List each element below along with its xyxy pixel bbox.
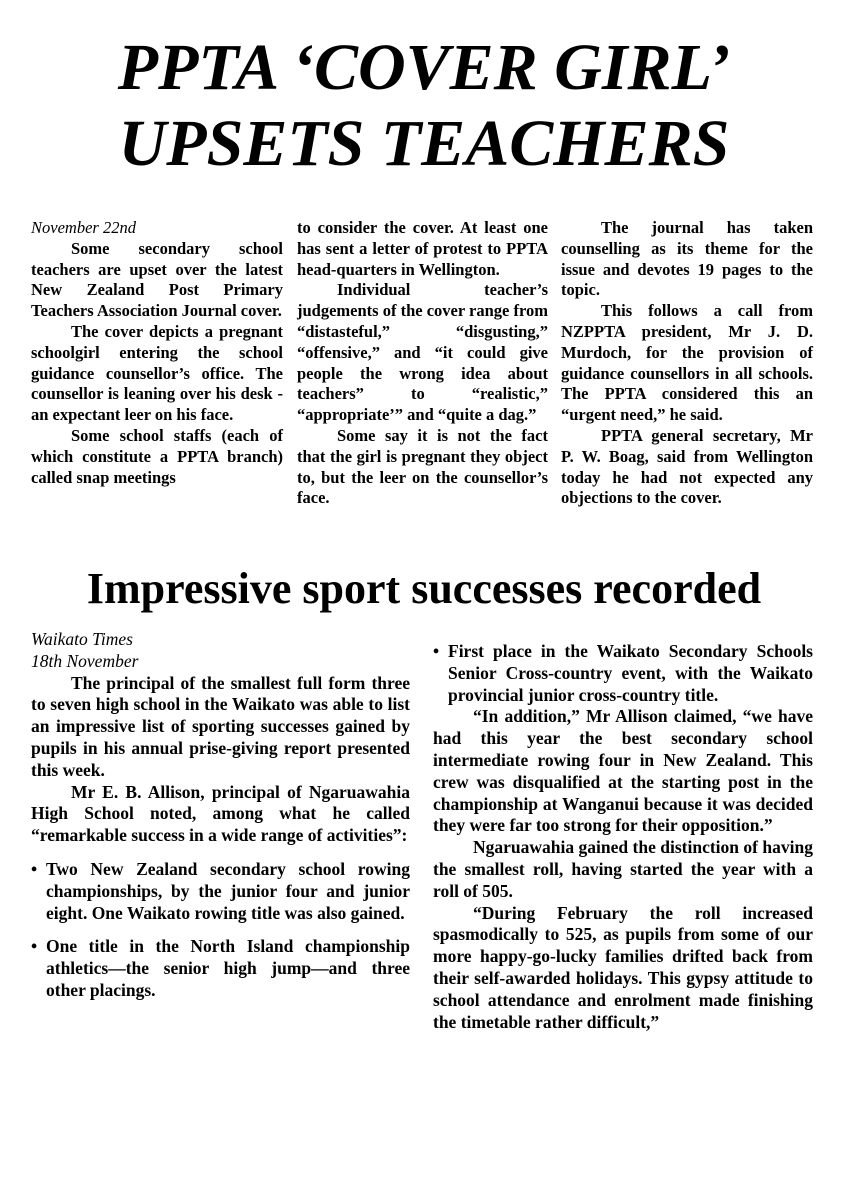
article1-paragraph: This follows a call from NZPPTA president, Mr J. D. Murdoch, for the provision of guidance counsellors in all schools. The PPTA considered this an “urgent need,” he said. xyxy=(561,301,813,425)
article1-paragraph: PPTA general secretary, Mr P. W. Boag, said from Wellington today he had not expected any objections to the cover. xyxy=(561,425,813,508)
article1-headline-line1: PPTA ‘COVER GIRL’ xyxy=(117,31,731,104)
bullet-icon: • xyxy=(433,641,440,661)
article1-paragraph: Some secondary school teachers are upset over the latest New Zealand Post Primary Teachers Association Journal cover. xyxy=(31,238,283,321)
bullet-icon: • xyxy=(31,936,38,957)
article1-paragraph-continued: to consider the cover. At least one has sent a letter of protest to PPTA head-quarters in Wellington. xyxy=(297,218,548,279)
article2-source: Waikato Times xyxy=(31,629,133,649)
article1-column-1 xyxy=(31,218,283,488)
article2-column-1 xyxy=(31,629,410,1002)
article2-headline: Impressive sport successes recorded xyxy=(86,564,762,613)
article2-bullet-item xyxy=(31,936,410,1001)
bullet-text: First place in the Waikato Secondary Schools Senior Cross-country event, with the Waikato provincial junior cross-country title. xyxy=(448,641,813,705)
article2-paragraph: “During February the roll increased spasmodically to 525, as pupils from some of our more happy-go-lucky families drifted back from their self-awarded holidays. This gypsy attitude to school attendance and enrolment made finishing the timetable rather difficult,” xyxy=(433,902,813,1032)
article2-column-2 xyxy=(433,641,813,1033)
article2-bullet-item xyxy=(31,859,410,924)
bullet-text: Two New Zealand secondary school rowing championships, by the junior four and junior eight. One Waikato rowing title was also gained. xyxy=(46,858,410,923)
article1-dateline: November 22nd xyxy=(31,218,136,237)
bullet-text: One title in the North Island championship athletics—the senior high jump—and three other placings. xyxy=(46,936,410,1000)
article1-paragraph: The journal has taken counselling as its theme for the issue and devotes 19 pages to the topic. xyxy=(561,218,813,300)
article2-dateline: 18th November xyxy=(31,650,139,671)
article1-paragraph: Individual teacher’s judgements of the cover range from “distasteful,” “disgusting,” “offensive,” and “it could give people the wrong idea about teachers” to “realistic,” “appropriate’” and “quite a dag.” xyxy=(297,280,548,425)
article1-headline xyxy=(0,30,848,182)
article1-column-2 xyxy=(297,218,548,509)
article2-paragraph: “In addition,” Mr Allison claimed, “we have had this year the best secondary school intermediate rowing four in New Zealand. This crew was disqualified at the starting post in the championship at Wanganui because it was decided they were far too strong for their opposition.” xyxy=(433,706,813,836)
article1-headline-line2: UPSETS TEACHERS xyxy=(118,107,730,180)
article1-paragraph: Some school staffs (each of which constitute a PPTA branch) called snap meetings xyxy=(31,425,283,487)
article2-paragraph: Ngaruawahia gained the distinction of having the smallest roll, having started the year with a roll of 505. xyxy=(433,837,813,901)
article2-paragraph: The principal of the smallest full form three to seven high school in the Waikato was able to list an impressive list of sporting successes gained by pupils in his annual prise-giving report presented this week. xyxy=(31,672,410,780)
article2-bullet-item xyxy=(433,641,813,706)
article2-paragraph: Mr E. B. Allison, principal of Ngaruawahia High School noted, among what he called “remarkable success in a wide range of activities”: xyxy=(31,781,410,846)
article1-column-3 xyxy=(561,218,813,509)
article1-paragraph: Some say it is not the fact that the girl is pregnant they object to, but the leer on the counsellor’s face. xyxy=(297,425,548,508)
article1-paragraph: The cover depicts a pregnant schoolgirl entering the school guidance counsellor’s office. The counsellor is leaning over his desk - an expectant leer on his face. xyxy=(31,321,283,425)
bullet-icon: • xyxy=(31,858,38,879)
